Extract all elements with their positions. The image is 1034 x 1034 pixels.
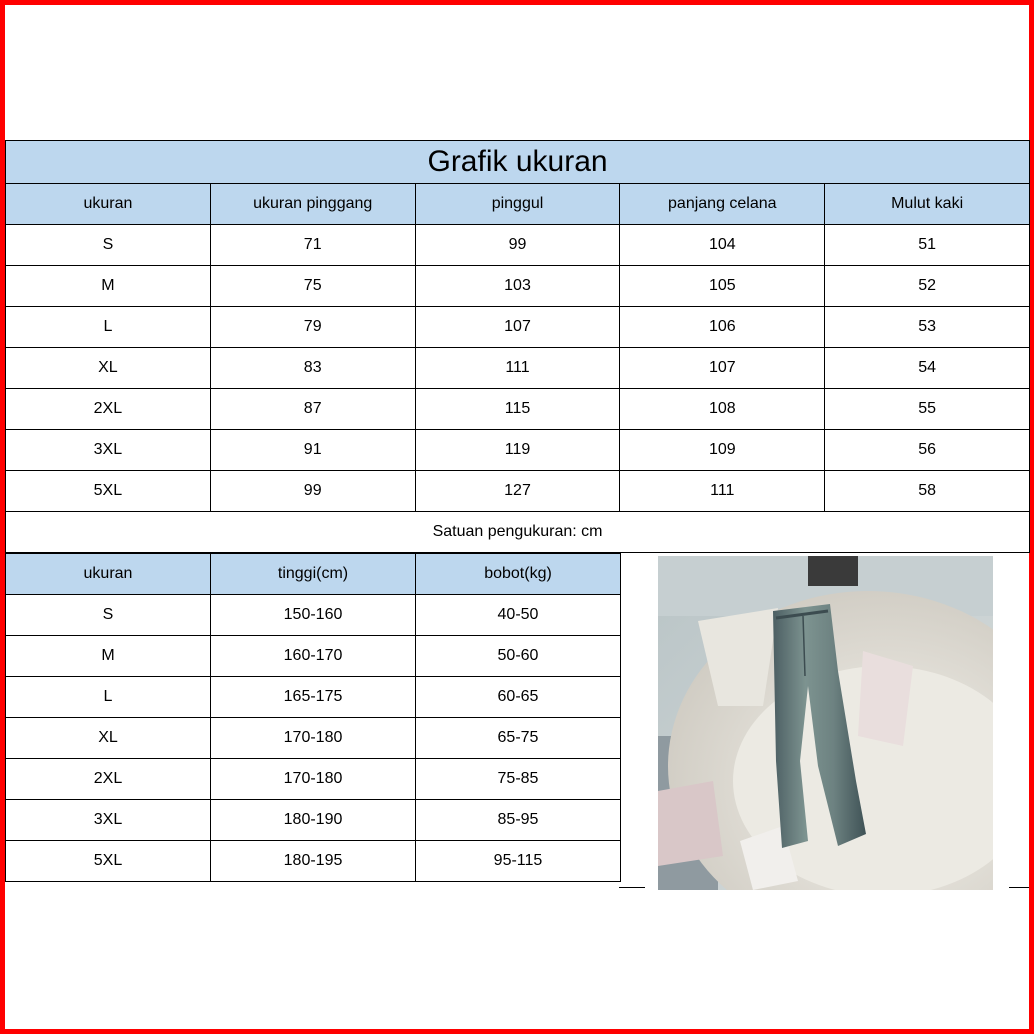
- value-cell: 109: [620, 430, 825, 471]
- header-cell: tinggi(cm): [211, 554, 416, 595]
- value-cell: 107: [415, 307, 620, 348]
- size-label-cell: XL: [6, 348, 211, 389]
- table-row: [6, 307, 1030, 348]
- size-chart-table: [5, 140, 1030, 553]
- table-edge-line: [1009, 887, 1029, 888]
- value-cell: 79: [210, 307, 415, 348]
- header-cell: Mulut kaki: [825, 184, 1030, 225]
- table-row: [6, 636, 621, 677]
- value-cell: 60-65: [416, 677, 621, 718]
- value-cell: 170-180: [211, 759, 416, 800]
- table-row: [6, 389, 1030, 430]
- value-cell: 55: [825, 389, 1030, 430]
- value-cell: 160-170: [211, 636, 416, 677]
- table-row: [6, 841, 621, 882]
- value-cell: 54: [825, 348, 1030, 389]
- table-row: [6, 759, 621, 800]
- value-cell: 50-60: [416, 636, 621, 677]
- size-chart-sheet: [5, 140, 1029, 889]
- size-label-cell: M: [6, 636, 211, 677]
- header-cell: panjang celana: [620, 184, 825, 225]
- value-cell: 180-190: [211, 800, 416, 841]
- value-cell: 99: [210, 471, 415, 512]
- value-cell: 119: [415, 430, 620, 471]
- value-cell: 91: [210, 430, 415, 471]
- value-cell: 75: [210, 266, 415, 307]
- size-label-cell: 2XL: [6, 759, 211, 800]
- size-label-cell: S: [6, 225, 211, 266]
- value-cell: 115: [415, 389, 620, 430]
- fit-chart-body: [6, 595, 621, 882]
- size-label-cell: 5XL: [6, 471, 211, 512]
- value-cell: 103: [415, 266, 620, 307]
- table-row: [6, 718, 621, 759]
- chart-title: Grafik ukuran: [6, 141, 1030, 184]
- value-cell: 53: [825, 307, 1030, 348]
- value-cell: 65-75: [416, 718, 621, 759]
- value-cell: 95-115: [416, 841, 621, 882]
- unit-note: Satuan pengukuran: cm: [6, 512, 1030, 553]
- value-cell: 111: [415, 348, 620, 389]
- table-row: [6, 471, 1030, 512]
- table-row: [6, 348, 1030, 389]
- header-cell: ukuran: [6, 554, 211, 595]
- header-cell: ukuran: [6, 184, 211, 225]
- size-chart-header-row: [6, 184, 1030, 225]
- size-label-cell: 3XL: [6, 800, 211, 841]
- value-cell: 180-195: [211, 841, 416, 882]
- value-cell: 56: [825, 430, 1030, 471]
- size-label-cell: L: [6, 677, 211, 718]
- value-cell: 108: [620, 389, 825, 430]
- lower-section: [5, 553, 1029, 889]
- table-edge-line: [619, 887, 645, 888]
- header-cell: ukuran pinggang: [210, 184, 415, 225]
- product-photo: [658, 556, 993, 890]
- value-cell: 105: [620, 266, 825, 307]
- value-cell: 165-175: [211, 677, 416, 718]
- value-cell: 107: [620, 348, 825, 389]
- table-row: [6, 266, 1030, 307]
- value-cell: 75-85: [416, 759, 621, 800]
- value-cell: 51: [825, 225, 1030, 266]
- value-cell: 52: [825, 266, 1030, 307]
- size-label-cell: 2XL: [6, 389, 211, 430]
- size-chart-body: [6, 225, 1030, 512]
- table-row: [6, 595, 621, 636]
- value-cell: 150-160: [211, 595, 416, 636]
- table-row: [6, 677, 621, 718]
- value-cell: 87: [210, 389, 415, 430]
- size-label-cell: XL: [6, 718, 211, 759]
- value-cell: 106: [620, 307, 825, 348]
- value-cell: 85-95: [416, 800, 621, 841]
- value-cell: 40-50: [416, 595, 621, 636]
- size-label-cell: 5XL: [6, 841, 211, 882]
- table-row: [6, 430, 1030, 471]
- fit-chart-header-row: [6, 554, 621, 595]
- header-cell: pinggul: [415, 184, 620, 225]
- table-row: [6, 800, 621, 841]
- value-cell: 104: [620, 225, 825, 266]
- value-cell: 170-180: [211, 718, 416, 759]
- header-cell: bobot(kg): [416, 554, 621, 595]
- size-label-cell: M: [6, 266, 211, 307]
- size-label-cell: L: [6, 307, 211, 348]
- fit-chart-table: [5, 553, 621, 882]
- table-row: [6, 225, 1030, 266]
- value-cell: 83: [210, 348, 415, 389]
- size-label-cell: 3XL: [6, 430, 211, 471]
- value-cell: 111: [620, 471, 825, 512]
- value-cell: 99: [415, 225, 620, 266]
- value-cell: 127: [415, 471, 620, 512]
- value-cell: 71: [210, 225, 415, 266]
- size-label-cell: S: [6, 595, 211, 636]
- value-cell: 58: [825, 471, 1030, 512]
